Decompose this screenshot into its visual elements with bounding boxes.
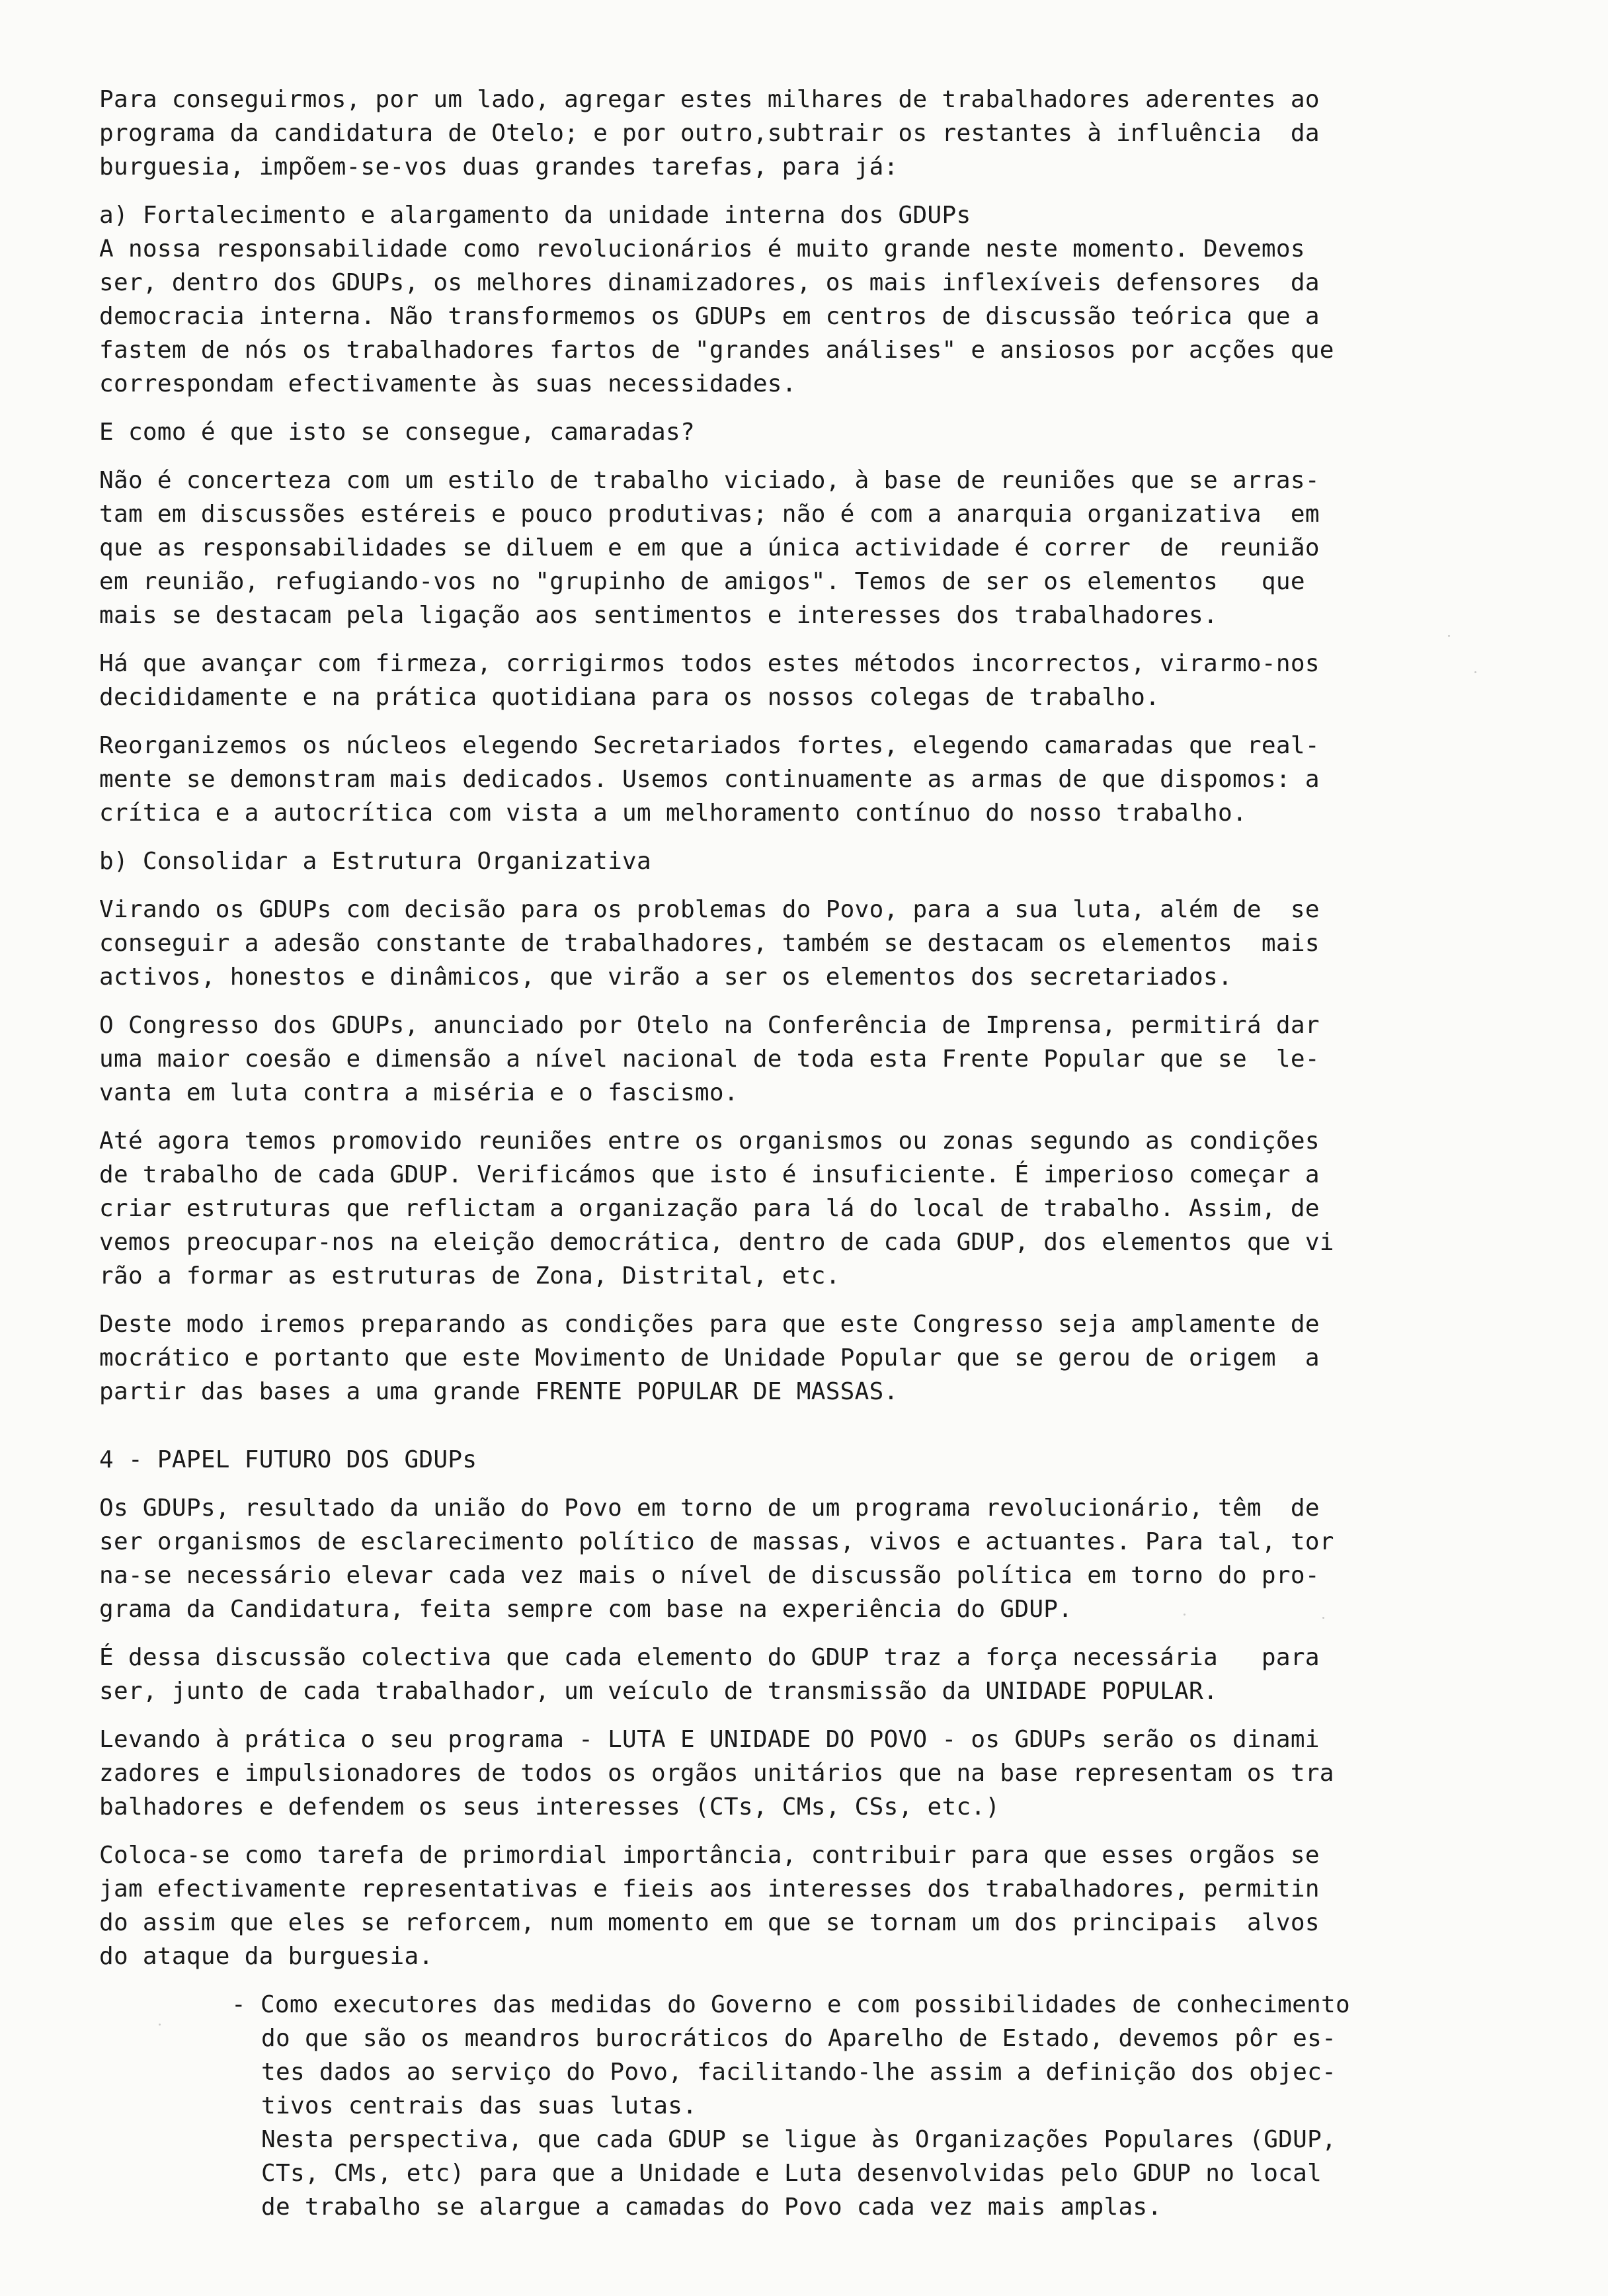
text-line: fastem de nós os trabalhadores fartos de "grandes análises" e ansiosos por acções que [99, 337, 1334, 364]
text-line: mente se demonstram mais dedicados. Usemos continuamente as armas de que dispomos: a [99, 766, 1320, 793]
paragraph-deste-modo [99, 1307, 1521, 1409]
paragraph-intro [99, 83, 1521, 184]
text-line: programa da candidatura de Otelo; e por outro,subtrair os restantes à influência da [99, 120, 1320, 147]
text-line: Coloca-se como tarefa de primordial importância, contribuir para que esses orgãos se [99, 1842, 1320, 1869]
text-line: tivos centrais das suas lutas. [261, 2092, 698, 2119]
text-line: tes dados ao serviço do Povo, facilitando-lhe assim a definição dos objec- [261, 2059, 1337, 2086]
text-line: Nesta perspectiva, que cada GDUP se ligue às Organizações Populares (GDUP, [261, 2126, 1337, 2153]
scan-speck [1322, 1617, 1324, 1619]
text-line: partir das bases a uma grande FRENTE POPULAR DE MASSAS. [99, 1378, 899, 1405]
paragraph-question [99, 415, 1521, 449]
text-line: vemos preocupar-nos na eleição democrática, dentro de cada GDUP, dos elementos que vi [99, 1229, 1334, 1256]
paragraph-os-gdups [99, 1491, 1521, 1626]
text-line: Há que avançar com firmeza, corrigirmos todos estes métodos incorrectos, virarmo-nos [99, 650, 1320, 677]
paragraph-ate-agora [99, 1124, 1521, 1293]
text-line: mocrático e portanto que este Movimento de Unidade Popular que se gerou de origem a [99, 1344, 1320, 1372]
text-line: que as responsabilidades se diluem e em que a única actividade é correr de reunião [99, 534, 1320, 561]
scan-speck [159, 2024, 161, 2026]
text-line: ser, junto de cada trabalhador, um veículo de transmissão da UNIDADE POPULAR. [99, 1678, 1218, 1705]
text-line: Reorganizemos os núcleos elegendo Secretariados fortes, elegendo camaradas que real- [99, 732, 1320, 759]
text-line: do ataque da burguesia. [99, 1943, 434, 1970]
text-line: zadores e impulsionadores de todos os orgãos unitários que na base representam os tra [99, 1760, 1334, 1787]
section-b-heading: b) Consolidar a Estrutura Organizativa [99, 848, 652, 875]
paragraph-levando [99, 1723, 1521, 1824]
text-line: - Como executores das medidas do Governo e com possibilidades de conhecimento [231, 1991, 1350, 2018]
text-line: CTs, CMs, etc) para que a Unidade e Luta desenvolvidas pelo GDUP no local [261, 2160, 1322, 2187]
text-line: do assim que eles se reforcem, num momento em que se tornam um dos principais alvos [99, 1909, 1320, 1936]
text-line: grama da Candidatura, feita sempre com base na experiência do GDUP. [99, 1596, 1073, 1623]
scan-speck [1474, 671, 1476, 673]
text-line: E como é que isto se consegue, camaradas? [99, 419, 695, 446]
text-line: É dessa discussão colectiva que cada elemento do GDUP traz a força necessária para [99, 1644, 1320, 1671]
scan-speck [1184, 1614, 1186, 1616]
text-line: em reunião, refugiando-vos no "grupinho de amigos". Temos de ser os elementos que [99, 568, 1305, 595]
text-line: Não é concerteza com um estilo de trabalho viciado, à base de reuniões que se arras- [99, 467, 1320, 494]
text-line: activos, honestos e dinâmicos, que virão a ser os elementos dos secretariados. [99, 964, 1232, 991]
text-line: uma maior coesão e dimensão a nível nacional de toda esta Frente Popular que se le- [99, 1046, 1320, 1073]
text-line: crítica e a autocrítica com vista a um melhoramento contínuo do nosso trabalho. [99, 800, 1247, 827]
section-4-heading: 4 - PAPEL FUTURO DOS GDUPs [99, 1446, 477, 1473]
paragraph-avancar [99, 647, 1521, 714]
text-line: O Congresso dos GDUPs, anunciado por Otelo na Conferência de Imprensa, permitirá dar [99, 1012, 1320, 1039]
section-a [99, 198, 1521, 401]
text-line: de trabalho de cada GDUP. Verificámos que isto é insuficiente. É imperioso começar a [99, 1161, 1320, 1188]
scan-speck [1448, 635, 1450, 637]
text-line: burguesia, impõem-se-vos duas grandes tarefas, para já: [99, 153, 899, 181]
text-line: A nossa responsabilidade como revolucionários é muito grande neste momento. Devemos [99, 235, 1305, 263]
paragraph-reorganizemos [99, 729, 1521, 830]
paragraph-e-dessa [99, 1641, 1521, 1708]
text-line: Para conseguirmos, por um lado, agregar estes milhares de trabalhadores aderentes ao [99, 86, 1320, 113]
text-line: Os GDUPs, resultado da união do Povo em torno de um programa revolucionário, têm de [99, 1495, 1320, 1522]
paragraph-estilo [99, 464, 1521, 632]
text-line: democracia interna. Não transformemos os GDUPs em centros de discussão teórica que a [99, 303, 1320, 330]
text-line: ser organismos de esclarecimento político de massas, vivos e actuantes. Para tal, tor [99, 1528, 1334, 1555]
text-line: Deste modo iremos preparando as condições para que este Congresso seja amplamente de [99, 1311, 1320, 1338]
text-line: correspondam efectivamente às suas necessidades. [99, 370, 797, 397]
text-line: conseguir a adesão constante de trabalhadores, também se destacam os elementos mais [99, 930, 1320, 957]
paragraph-coloca-se [99, 1838, 1521, 1973]
text-line: na-se necessário elevar cada vez mais o nível de discussão política em torno do pro- [99, 1562, 1320, 1589]
section-b [99, 844, 1521, 878]
text-line: mais se destacam pela ligação aos sentimentos e interesses dos trabalhadores. [99, 602, 1218, 629]
text-line: Virando os GDUPs com decisão para os problemas do Povo, para a sua luta, além de se [99, 896, 1320, 923]
document-body [99, 83, 1521, 2238]
heading-section-4 [99, 1443, 1521, 1477]
text-line: ser, dentro dos GDUPs, os melhores dinamizadores, os mais inflexíveis defensores da [99, 269, 1320, 296]
text-line: rão a formar as estruturas de Zona, Distrital, etc. [99, 1262, 840, 1290]
section-a-heading: a) Fortalecimento e alargamento da unidade interna dos GDUPs [99, 202, 971, 229]
paragraph-virando [99, 893, 1521, 994]
text-line: de trabalho se alargue a camadas do Povo cada vez mais amplas. [261, 2194, 1162, 2221]
text-line: criar estruturas que reflictam a organização para lá do local de trabalho. Assim, de [99, 1195, 1320, 1222]
paragraph-congresso [99, 1008, 1521, 1110]
text-line: do que são os meandros burocráticos do Aparelho de Estado, devemos pôr es- [261, 2025, 1337, 2052]
text-line: Até agora temos promovido reuniões entre os organismos ou zonas segundo as condições [99, 1128, 1320, 1155]
bullet-item [231, 1988, 1521, 2224]
text-line: balhadores e defendem os seus interesses (CTs, CMs, CSs, etc.) [99, 1793, 1000, 1821]
text-line: tam em discussões estéreis e pouco produtivas; não é com a anarquia organizativa em [99, 501, 1320, 528]
text-line: jam efectivamente representativas e fieis aos interesses dos trabalhadores, permitin [99, 1875, 1320, 1903]
text-line: vanta em luta contra a miséria e o fascismo. [99, 1079, 739, 1106]
text-line: Levando à prática o seu programa - LUTA E UNIDADE DO POVO - os GDUPs serão os dinami [99, 1726, 1320, 1753]
text-line: decididamente e na prática quotidiana para os nossos colegas de trabalho. [99, 684, 1160, 711]
